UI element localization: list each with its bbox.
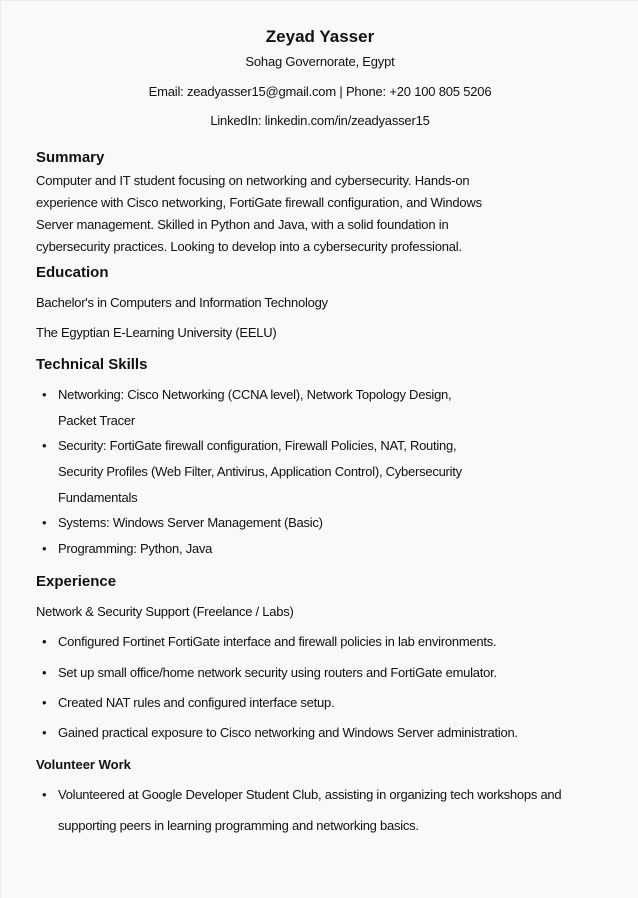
candidate-name: Zeyad Yasser [265,27,375,46]
experience-role: Network & Security Support (Freelance / Labs) [36,604,294,619]
volunteer-heading: Volunteer Work [36,757,131,772]
summary-line: Computer and IT student focusing on networking and cybersecurity. Hands-on [36,173,470,188]
skill-item-security-cont: Fundamentals [58,490,138,505]
summary-heading: Summary [36,149,105,166]
skill-item-security: Security: FortiGate firewall configuration, Firewall Policies, NAT, Routing, [58,438,457,453]
experience-item: Set up small office/home network security using routers and FortiGate emulator. [58,665,497,680]
location: Sohag Governorate, Egypt [245,54,395,69]
skill-item-programming: Programming: Python, Java [58,541,213,556]
education-heading: Education [36,264,109,281]
bullet-icon: • [42,438,47,453]
experience-item: Created NAT rules and configured interface setup. [58,695,335,710]
experience-item: Gained practical exposure to Cisco networking and Windows Server administration. [58,725,518,740]
volunteer-item: Volunteered at Google Developer Student Club, assisting in organizing tech workshops and [58,787,562,802]
bullet-icon: • [42,541,47,556]
experience-item: Configured Fortinet FortiGate interface and firewall policies in lab environments. [58,634,497,649]
bullet-icon: • [42,515,47,530]
volunteer-item-cont: supporting peers in learning programming and networking basics. [58,818,419,833]
skill-item-security-cont: Security Profiles (Web Filter, Antivirus, Application Control), Cybersecurity [58,464,462,479]
bullet-icon: • [42,387,47,402]
summary-line: cybersecurity practices. Looking to develop into a cybersecurity professional. [36,239,462,254]
bullet-icon: • [42,787,47,802]
skills-heading: Technical Skills [36,356,148,373]
summary-line: Server management. Skilled in Python and Java, with a solid foundation in [36,217,449,232]
bullet-icon: • [42,634,47,649]
bullet-icon: • [42,695,47,710]
linkedin-info: LinkedIn: linkedin.com/in/zeadyasser15 [210,113,430,128]
summary-line: experience with Cisco networking, FortiGate firewall configuration, and Windows [36,195,482,210]
skill-item-networking-cont: Packet Tracer [58,413,135,428]
education-institution: The Egyptian E-Learning University (EELU) [36,325,277,340]
bullet-icon: • [42,665,47,680]
skill-item-networking: Networking: Cisco Networking (CCNA level), Network Topology Design, [58,387,452,402]
bullet-icon: • [42,725,47,740]
contact-info: Email: zeadyasser15@gmail.com | Phone: +20 100 805 5206 [148,84,492,99]
education-degree: Bachelor's in Computers and Information Technology [36,295,328,310]
skill-item-systems: Systems: Windows Server Management (Basic) [58,515,323,530]
experience-heading: Experience [36,573,117,590]
